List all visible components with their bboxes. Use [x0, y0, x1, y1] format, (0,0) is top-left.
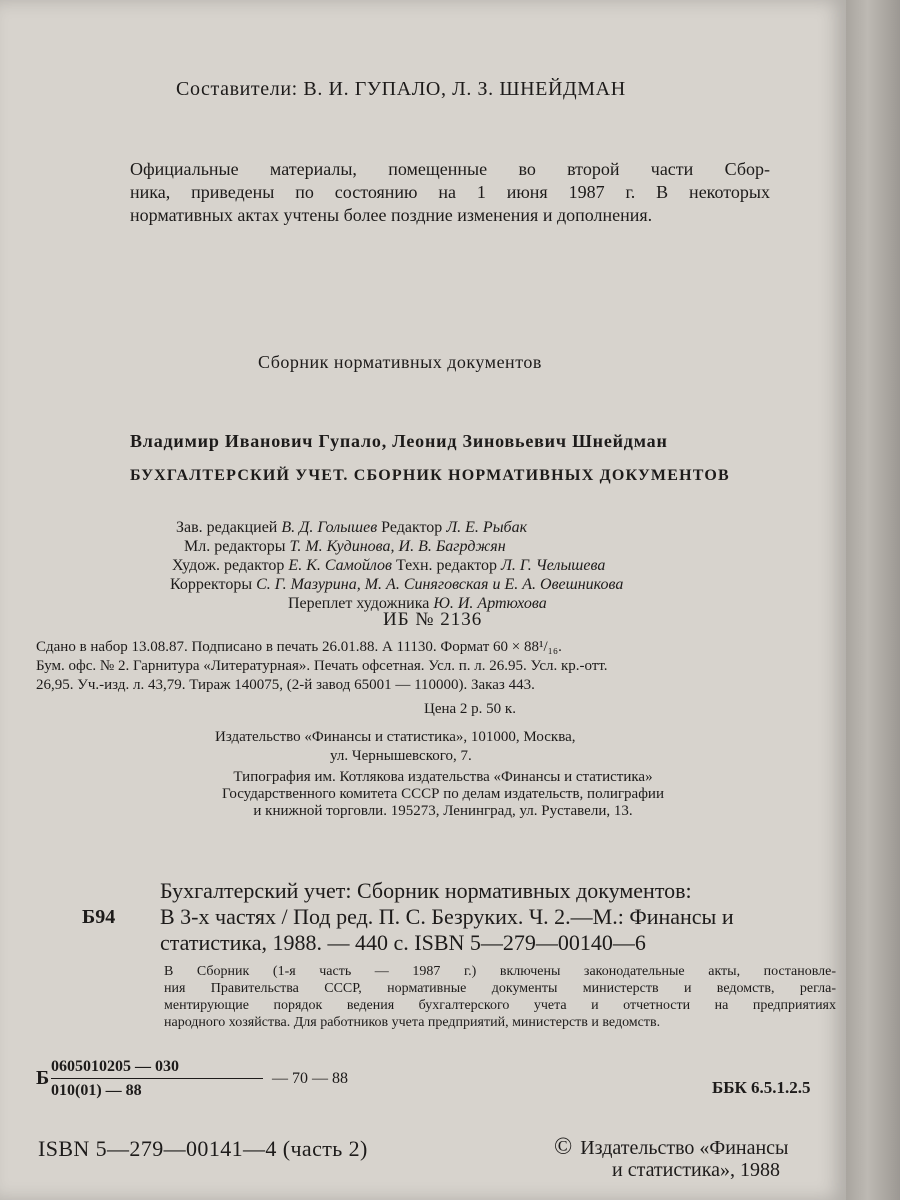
price: Цена 2 р. 50 к. [424, 701, 516, 717]
abstract-line: В Сборник (1-я часть — 1987 г.) включены законодательные акты, постановле- [164, 964, 836, 979]
publisher-line: ул. Чернышевского, 7. [330, 748, 472, 764]
abstract-line: ментирующие порядок ведения бухгалтерского учета и отчетности на предприятиях [164, 998, 836, 1013]
catalog-heading [160, 878, 734, 956]
catalog-heading-line: Бухгалтерский учет: Сборник нормативных документов: [160, 878, 692, 903]
catalog-abstract [164, 963, 836, 1031]
copyright-line: Издательство «Финансы [580, 1137, 789, 1159]
fraction-numerator: 0605010205 — 030 [51, 1058, 263, 1079]
isbn-line: ISBN 5—279—00141—4 (часть 2) [38, 1136, 368, 1161]
abstract-line: ния Правительства СССР, нормативные документы министерств и ведомств, регла- [164, 981, 836, 996]
copyright-line: и статистика», 1988 [612, 1159, 780, 1181]
printing-details [36, 638, 846, 695]
fraction-denominator: 010(01) — 88 [51, 1082, 142, 1099]
book-title: БУХГАЛТЕРСКИЙ УЧЕТ. СБОРНИК НОРМАТИВНЫХ ДОКУМЕНТОВ [130, 467, 730, 484]
compilers-line: Составители: В. И. ГУПАЛО, Л. З. ШНЕЙДМАН [176, 78, 626, 100]
credit-line: Переплет художника Ю. И. Артюхова [288, 595, 547, 612]
catalog-heading-line: В 3-х частях / Под ред. П. С. Безруких. Ч. 2.—М.: Финансы и [160, 904, 734, 929]
edition-note [130, 158, 770, 227]
print-line: Сдано в набор 13.08.87. Подписано в печать 26.01.88. А 11130. Формат 60 × 88¹/₁₆. [36, 639, 562, 655]
print-line: 26,95. Уч.-изд. л. 43,79. Тираж 140075, (2-й завод 65001 — 110000). Заказ 443. [36, 677, 535, 693]
credit-line: Мл. редакторы Т. М. Кудинова, И. В. Багрджян [184, 538, 506, 555]
note-line: нормативных актах учтены более поздние изменения и дополнения. [130, 205, 653, 225]
catalog-code: Б94 [82, 906, 116, 928]
authors-line: Владимир Иванович Гупало, Леонид Зиновьевич Шнейдман [130, 431, 668, 451]
abstract-line: народного хозяйства. Для работников учета предприятий, министерств и ведомств. [164, 1015, 661, 1030]
ib-number: ИБ № 2136 [383, 609, 483, 630]
series-title: Сборник нормативных документов [258, 352, 542, 372]
editorial-credits [170, 518, 624, 613]
typography-line: Государственного комитета СССР по делам издательств, полиграфии [221, 786, 664, 802]
typography-line: и книжной торговли. 195273, Ленинград, ул. Руставели, 13. [253, 803, 633, 819]
page-edge-shadow [846, 0, 900, 1200]
credit-line: Худож. редактор Е. К. Самойлов Техн. редактор Л. Г. Челышева [172, 557, 606, 574]
publisher-line: Издательство «Финансы и статистика», 101000, Москва, [215, 729, 576, 745]
credit-line: Зав. редакцией В. Д. Голышев Редактор Л. Е. Рыбак [176, 519, 528, 536]
typography-address [133, 769, 753, 820]
publisher-address [215, 728, 576, 766]
note-line: ника, приведены по состоянию на 1 июня 1987 г. В некоторых [130, 182, 770, 202]
typography-line: Типография им. Котлякова издательства «Финансы и статистика» [233, 769, 653, 785]
fraction-letter: Б [36, 1067, 50, 1089]
catalog-heading-line: статистика, 1988. — 440 с. ISBN 5—279—00140—6 [160, 930, 646, 955]
note-line: Официальные материалы, помещенные во второй части Сбор- [130, 159, 770, 179]
copyright-block [554, 1136, 789, 1181]
copyright-icon: © [554, 1134, 573, 1160]
bbk-code: ББК 6.5.1.2.5 [712, 1078, 811, 1097]
fraction-tail: — 70 — 88 [272, 1070, 348, 1087]
print-line: Бум. офс. № 2. Гарнитура «Литературная». Печать офсетная. Усл. п. л. 26.95. Усл. кр.-отт. [36, 658, 608, 674]
credit-line: Корректоры С. Г. Мазурина, М. А. Синяговская и Е. А. Овешникова [170, 576, 624, 593]
